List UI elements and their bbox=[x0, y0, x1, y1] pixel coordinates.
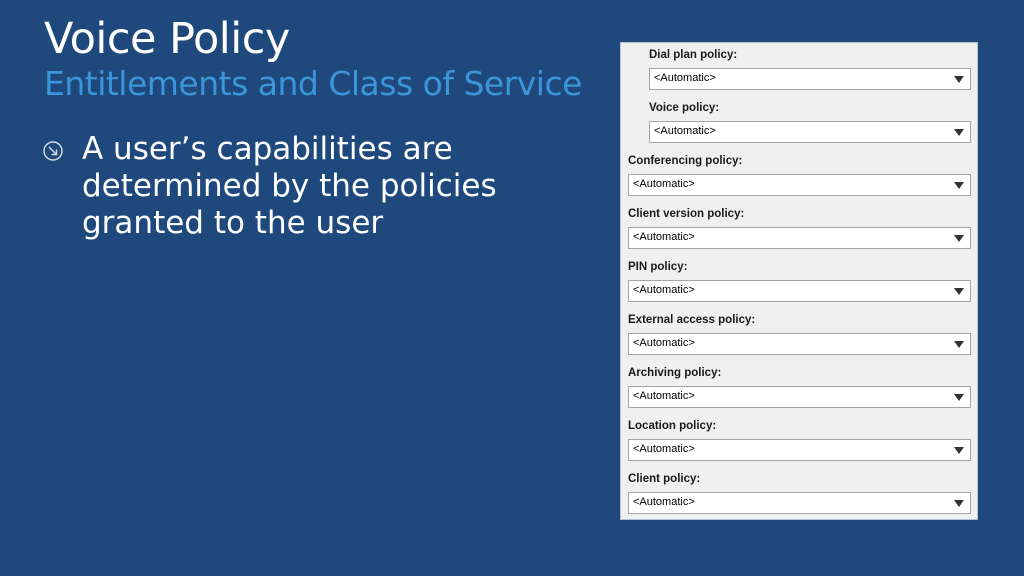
dropdown-arrow-icon[interactable] bbox=[954, 76, 964, 83]
external-access-policy-select[interactable] bbox=[628, 333, 971, 355]
location-policy-field bbox=[628, 417, 971, 461]
policy-panel bbox=[620, 42, 978, 520]
client-policy-field bbox=[628, 470, 971, 514]
dropdown-arrow-icon[interactable] bbox=[954, 341, 964, 348]
external-access-policy-label: External access policy: bbox=[628, 314, 756, 326]
pin-policy-label: PIN policy: bbox=[628, 261, 688, 273]
voice-policy-field bbox=[649, 99, 971, 143]
bullet-text: A user’s capabilities are determined by the policies granted to the user bbox=[82, 131, 497, 241]
location-policy-value: <Automatic> bbox=[633, 443, 695, 455]
slide-title: Voice Policy bbox=[44, 14, 290, 64]
voice-policy-select[interactable] bbox=[649, 121, 971, 143]
dial-plan-policy-field bbox=[649, 46, 971, 90]
client-version-policy-select[interactable] bbox=[628, 227, 971, 249]
dropdown-arrow-icon[interactable] bbox=[954, 235, 964, 242]
bullet-point bbox=[42, 131, 562, 242]
external-access-policy-field bbox=[628, 311, 971, 355]
client-policy-value: <Automatic> bbox=[633, 496, 695, 508]
conferencing-policy-field bbox=[628, 152, 971, 196]
archiving-policy-value: <Automatic> bbox=[633, 390, 695, 402]
archiving-policy-field bbox=[628, 364, 971, 408]
dial-plan-policy-label: Dial plan policy: bbox=[649, 49, 738, 61]
dropdown-arrow-icon[interactable] bbox=[954, 447, 964, 454]
voice-policy-label: Voice policy: bbox=[649, 102, 720, 114]
dropdown-arrow-icon[interactable] bbox=[954, 288, 964, 295]
client-version-policy-field bbox=[628, 205, 971, 249]
external-access-policy-value: <Automatic> bbox=[633, 337, 695, 349]
conferencing-policy-value: <Automatic> bbox=[633, 178, 695, 190]
circle-arrow-icon bbox=[42, 140, 64, 162]
dropdown-arrow-icon[interactable] bbox=[954, 182, 964, 189]
archiving-policy-select[interactable] bbox=[628, 386, 971, 408]
location-policy-select[interactable] bbox=[628, 439, 971, 461]
voice-policy-value: <Automatic> bbox=[654, 125, 716, 137]
client-version-policy-label: Client version policy: bbox=[628, 208, 745, 220]
pin-policy-select[interactable] bbox=[628, 280, 971, 302]
conferencing-policy-select[interactable] bbox=[628, 174, 971, 196]
conferencing-policy-label: Conferencing policy: bbox=[628, 155, 743, 167]
location-policy-label: Location policy: bbox=[628, 420, 717, 432]
client-policy-select[interactable] bbox=[628, 492, 971, 514]
archiving-policy-label: Archiving policy: bbox=[628, 367, 722, 379]
slide-subtitle: Entitlements and Class of Service bbox=[44, 64, 582, 103]
dropdown-arrow-icon[interactable] bbox=[954, 394, 964, 401]
dropdown-arrow-icon[interactable] bbox=[954, 500, 964, 507]
client-version-policy-value: <Automatic> bbox=[633, 231, 695, 243]
pin-policy-field bbox=[628, 258, 971, 302]
pin-policy-value: <Automatic> bbox=[633, 284, 695, 296]
dropdown-arrow-icon[interactable] bbox=[954, 129, 964, 136]
client-policy-label: Client policy: bbox=[628, 473, 701, 485]
dial-plan-policy-value: <Automatic> bbox=[654, 72, 716, 84]
dial-plan-policy-select[interactable] bbox=[649, 68, 971, 90]
